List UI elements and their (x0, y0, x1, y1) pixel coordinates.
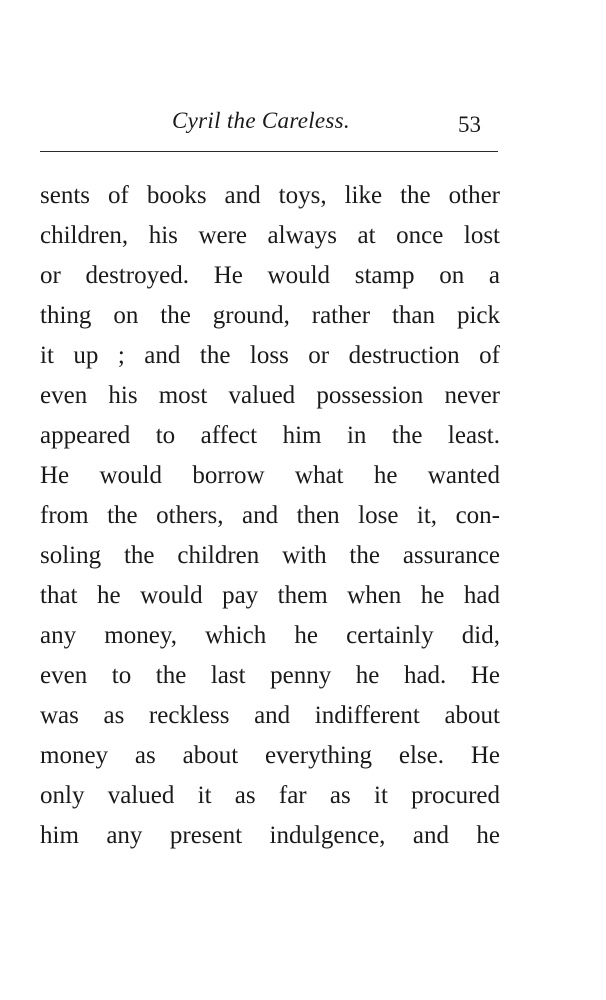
header-rule (40, 151, 498, 152)
text-line: soling the children with the assurance (40, 542, 500, 569)
body-text (40, 176, 500, 856)
page-number: 53 (458, 112, 481, 137)
text-line: that he would pay them when he had (40, 582, 500, 609)
text-line: was as reckless and indifferent about (40, 702, 500, 729)
text-line: it up ; and the loss or destruction of (40, 342, 500, 369)
text-line: him any present indulgence, and he (40, 822, 500, 849)
running-head (0, 108, 606, 142)
text-line: only valued it as far as it procured (40, 782, 500, 809)
text-line: or destroyed. He would stamp on a (40, 262, 500, 289)
text-line: children, his were always at once lost (40, 222, 500, 249)
text-line: even to the last penny he had. He (40, 662, 500, 689)
text-line: thing on the ground, rather than pick (40, 302, 500, 329)
text-line: money as about everything else. He (40, 742, 500, 769)
text-line: from the others, and then lose it, con- (40, 502, 500, 529)
text-line: even his most valued possession never (40, 382, 500, 409)
text-line: He would borrow what he wanted (40, 462, 500, 489)
text-line: appeared to affect him in the least. (40, 422, 500, 449)
text-line: sents of books and toys, like the other (40, 182, 500, 209)
running-title: Cyril the Careless. (172, 108, 350, 133)
text-line: any money, which he certainly did, (40, 622, 500, 649)
